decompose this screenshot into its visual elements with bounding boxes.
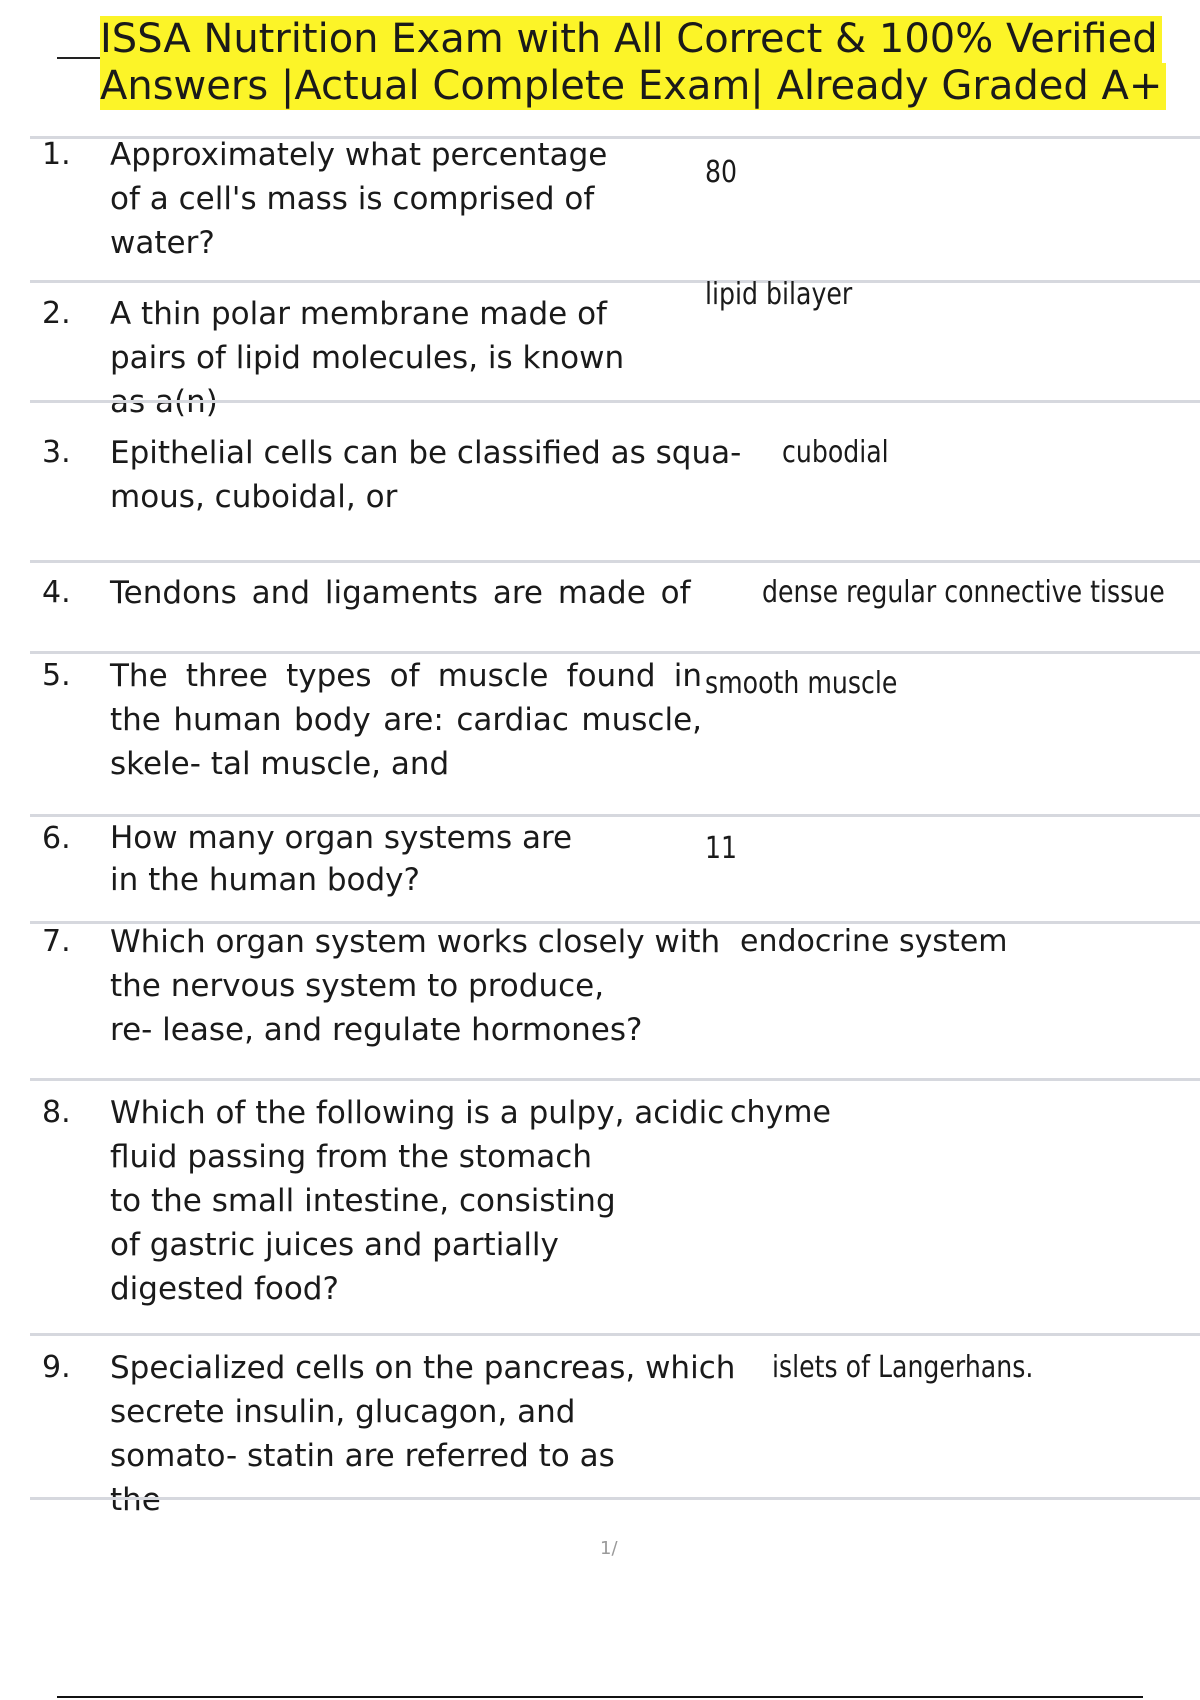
answer-text: 80 (705, 155, 738, 190)
question-number: 1. (42, 137, 71, 172)
question-number: 5. (42, 658, 71, 693)
question-number: 9. (42, 1350, 71, 1385)
title-line-2: Answers |Actual Complete Exam| Already Graded A+ (100, 63, 1166, 110)
closing-divider (30, 1497, 1200, 1500)
qa-item-7 (30, 921, 1200, 1078)
document-title (100, 16, 1200, 110)
answer-text: endocrine system (740, 924, 1008, 959)
question-number: 2. (42, 296, 71, 331)
qa-item-2 (30, 277, 1200, 420)
page-number: 1/ (600, 1538, 618, 1559)
qa-item-1 (30, 136, 1200, 280)
qa-item-3 (30, 400, 1200, 560)
question-number: 3. (42, 435, 71, 470)
title-line-1: ISSA Nutrition Exam with All Correct & 100% Verified (100, 16, 1162, 63)
question-text: How many organ systems are in the human body? (110, 820, 573, 898)
question-text: The three types of muscle found in the human body are: cardiac muscle, skele- tal muscle, and (110, 658, 702, 782)
qa-item-4 (30, 560, 1200, 651)
question-number: 8. (42, 1095, 71, 1130)
qa-item-9 (30, 1333, 1200, 1518)
question-number: 4. (42, 575, 71, 610)
answer-text: islets of Langerhans. (772, 1350, 1034, 1385)
page-bottom-rule (57, 1696, 1143, 1698)
answer-text: lipid bilayer (705, 277, 853, 312)
qa-item-5 (30, 651, 1200, 814)
question-text: Specialized cells on the pancreas, which secrete insulin, glucagon, and somato- statin are referred to as the (110, 1350, 736, 1518)
answer-text: dense regular connective tissue (762, 575, 1165, 610)
question-text: Approximately what percentage of a cell's mass is comprised of water? (110, 137, 608, 261)
title-leading-rule (57, 57, 100, 59)
question-text: Which of the following is a pulpy, acidic fluid passing from the stomach to the small intestine, consisting of gastric juices and partially digested food? (110, 1095, 725, 1307)
qa-item-8 (30, 1078, 1200, 1333)
answer-text: chyme (730, 1095, 831, 1130)
question-text: Epithelial cells can be classified as squa- mous, cuboidal, or (110, 435, 742, 515)
answer-text: cubodial (782, 435, 889, 470)
answer-text: 11 (705, 831, 738, 866)
question-text: Which organ system works closely with the nervous system to produce, re- lease, and regulate hormones? (110, 924, 721, 1048)
question-text: A thin polar membrane made of pairs of lipid molecules, is known as a(n) (110, 296, 625, 420)
answer-text: smooth muscle (705, 666, 898, 701)
question-number: 6. (42, 821, 71, 856)
qa-item-6 (30, 814, 1200, 921)
question-number: 7. (42, 924, 71, 959)
question-text: Tendons and ligaments are made of (110, 575, 691, 611)
